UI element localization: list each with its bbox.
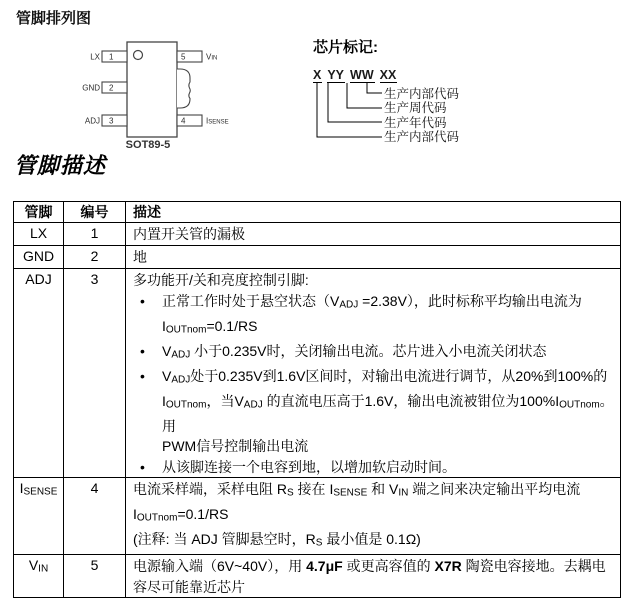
pin1-indicator-icon bbox=[134, 51, 143, 60]
pin-description-cell bbox=[126, 223, 621, 246]
description-bullet: • 从该脚连接一个电容到地，以增加软启动时间。 bbox=[133, 457, 614, 478]
description-bullet: • VADJ 小于0.235V时，关闭输出电流。芯片进入小电流关闭状态 bbox=[133, 341, 614, 366]
description-bullet: • VADJ处于0.235V到1.6V区间时，对输出电流进行调节，从20%到100%的 IOUTnom，当VADJ 的直流电压高于1.6V，输出电流被钳位为100%IOUTnom。用 PWM信号控制输出电流 bbox=[133, 366, 614, 457]
pin-description-cell bbox=[126, 555, 621, 598]
pin-num-2: 2 bbox=[109, 83, 114, 93]
marking-code-group: X bbox=[313, 68, 322, 82]
pin-box-adj bbox=[102, 115, 127, 126]
pin-label-gnd: GND bbox=[82, 83, 100, 93]
marking-label: 生产周代码 bbox=[384, 101, 447, 115]
pin-label-vin: VIN bbox=[206, 52, 218, 62]
pin-number-cell: 5 bbox=[64, 555, 126, 598]
pin-num-1: 1 bbox=[109, 52, 114, 62]
pin-number-cell: 4 bbox=[64, 478, 126, 555]
pin-name-cell: ISENSE bbox=[14, 478, 64, 555]
description-line: 电源输入端（6V~40V），用 4.7μF 或更高容值的 X7R 陶瓷电容接地。去耦电 容尽可能靠近芯片 bbox=[133, 558, 606, 595]
leader-line-xx bbox=[367, 83, 382, 93]
pin-label-isense: ISENSE bbox=[206, 116, 229, 126]
pin-description-cell bbox=[126, 478, 621, 555]
leader-line-x bbox=[317, 83, 382, 137]
marking-label: 生产内部代码 bbox=[384, 130, 460, 144]
description-line: IOUTnom=0.1/RS bbox=[133, 506, 229, 524]
package-name-label: SOT89-5 bbox=[125, 139, 171, 151]
package-diagram bbox=[80, 35, 240, 155]
marking-label: 生产内部代码 bbox=[384, 87, 460, 101]
pin-name-cell: LX bbox=[14, 223, 64, 246]
table-row bbox=[14, 555, 621, 598]
pin-description-cell bbox=[126, 269, 621, 478]
column-header: 编号 bbox=[64, 202, 126, 223]
pin-box-lx bbox=[102, 51, 127, 62]
leader-line-ww bbox=[347, 83, 382, 108]
pin-description-cell bbox=[126, 246, 621, 269]
pin-number-cell: 3 bbox=[64, 269, 126, 478]
pin-label-lx: LX bbox=[90, 52, 100, 62]
pin-label-adj: ADJ bbox=[84, 116, 100, 126]
chip-marking-title: 芯片标记: bbox=[313, 39, 378, 56]
description-line: 电流采样端，采样电阻 RS 接在 ISENSE 和 VIN 端之间来决定输出平均电流 bbox=[133, 481, 581, 499]
table-row bbox=[14, 269, 621, 478]
description-intro: 多功能开/关和亮度控制引脚: bbox=[133, 272, 309, 288]
pin-layout-title: 管脚排列图 bbox=[16, 10, 92, 27]
description-line: (注释: 当 ADJ 管脚悬空时，RS 最小值是 0.1Ω) bbox=[133, 531, 421, 549]
column-header: 管脚 bbox=[14, 202, 64, 223]
column-header: 描述 bbox=[126, 202, 621, 223]
chip-marking-leader-lines bbox=[315, 83, 387, 141]
package-heat-tab bbox=[177, 69, 190, 108]
description-bullet: • 正常工作时处于悬空状态（VADJ =2.38V），此时标称平均输出电流为 IOUTnom=0.1/RS bbox=[133, 291, 614, 341]
pin-num-5: 5 bbox=[181, 52, 186, 62]
marking-code-group: XX bbox=[379, 68, 397, 82]
pin-description-title: 管脚描述 bbox=[14, 153, 107, 178]
pin-name-cell: VIN bbox=[14, 555, 64, 598]
description-line: 内置开关管的漏极 bbox=[133, 226, 245, 242]
pin-num-4: 4 bbox=[181, 116, 186, 126]
marking-label: 生产年代码 bbox=[384, 115, 447, 130]
table-row bbox=[14, 246, 621, 269]
chip-marking-code bbox=[313, 66, 402, 84]
description-line: 地 bbox=[133, 249, 147, 265]
pin-name-cell: GND bbox=[14, 246, 64, 269]
pin-box-gnd bbox=[102, 82, 127, 93]
pin-number-cell: 2 bbox=[64, 246, 126, 269]
pin-num-3: 3 bbox=[109, 116, 114, 126]
pin-name-cell: ADJ bbox=[14, 269, 64, 478]
table-header-row bbox=[14, 202, 621, 223]
table-row bbox=[14, 223, 621, 246]
pin-number-cell: 1 bbox=[64, 223, 126, 246]
pin-description-table bbox=[13, 201, 621, 598]
leader-line-yy bbox=[328, 83, 382, 122]
chip-marking-section bbox=[313, 36, 623, 151]
marking-code-group: YY bbox=[327, 68, 345, 82]
marking-code-group: WW bbox=[350, 68, 374, 82]
table-row bbox=[14, 478, 621, 555]
